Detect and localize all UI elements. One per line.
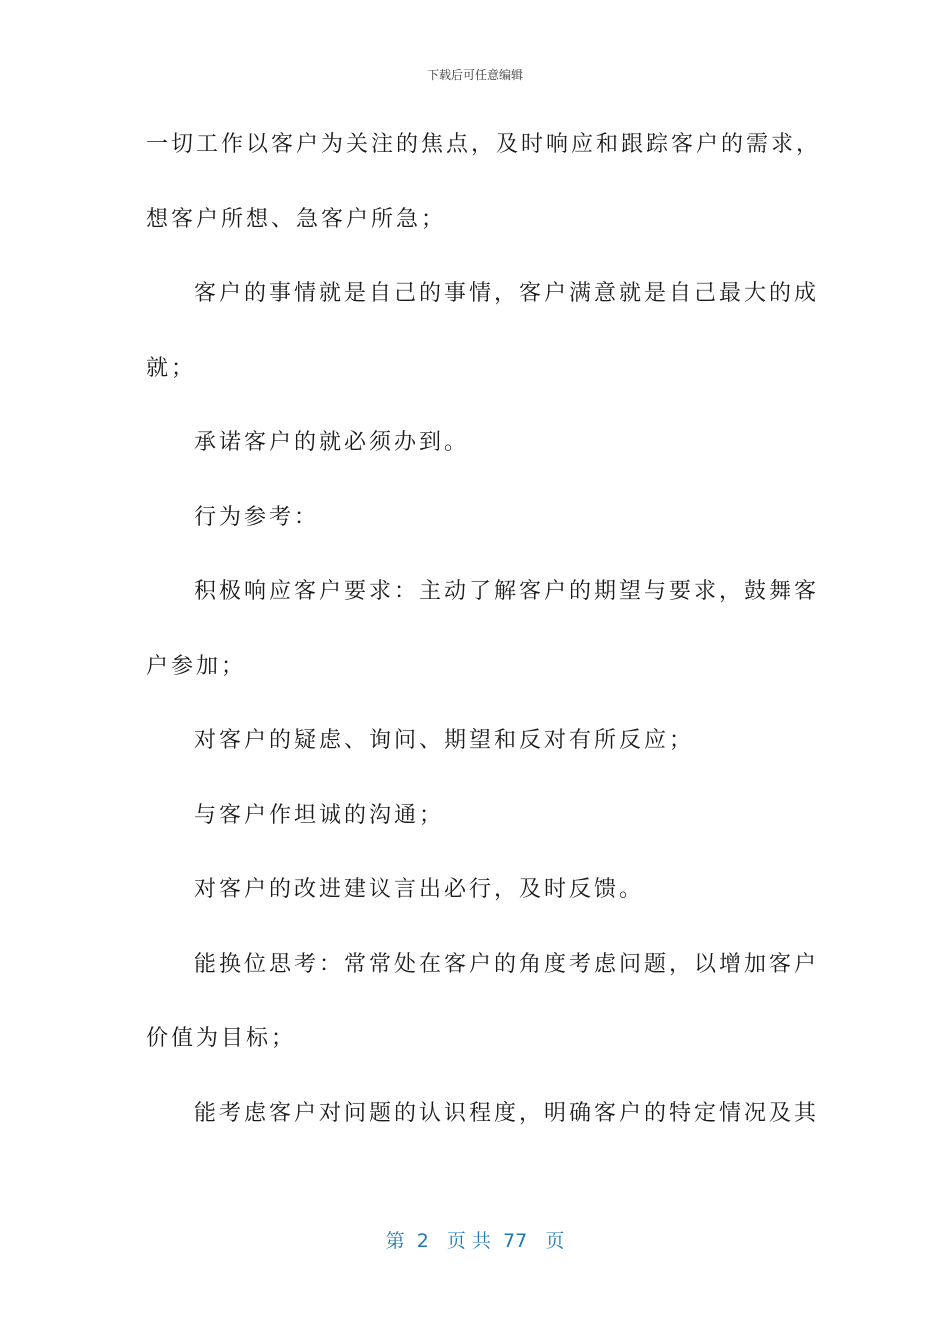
text-line: 想客户所想、急客户所急；: [146, 206, 447, 232]
text-line: 一切工作以客户为关注的焦点，及时响应和跟踪客户的需求，: [146, 132, 822, 157]
paragraph-start-line: 对客户的疑虑、询问、期望和反对有所反应；: [194, 728, 695, 753]
paragraph-start-line: 积极响应客户要求：主动了解客户的期望与要求，鼓舞客: [194, 579, 820, 604]
paragraph-start-line: 对客户的改进建议言出必行，及时反馈。: [194, 877, 645, 902]
paragraph-start-line: 能换位思考：常常处在客户的角度考虑问题，以增加客户: [194, 951, 820, 977]
text-line: 户参加；: [146, 653, 247, 679]
paragraph-start-line: 客户的事情就是自己的事情，客户满意就是自己最大的成: [194, 281, 820, 306]
section-heading: 行为参考：: [194, 504, 320, 530]
paragraph-start-line: 与客户作坦诚的沟通；: [194, 802, 445, 828]
page-number-footer: 第 2 页 共 77 页: [385, 1230, 565, 1252]
page-header-note: 下载后可任意编辑: [426, 68, 523, 82]
paragraph-start-line: 能考虑客户对问题的认识程度，明确客户的特定情况及其: [194, 1100, 820, 1126]
text-line: 价值为目标；: [146, 1026, 297, 1051]
text-line: 就；: [146, 355, 197, 381]
document-body: [146, 108, 822, 1151]
paragraph-start-line: 承诺客户的就必须办到。: [194, 430, 470, 455]
